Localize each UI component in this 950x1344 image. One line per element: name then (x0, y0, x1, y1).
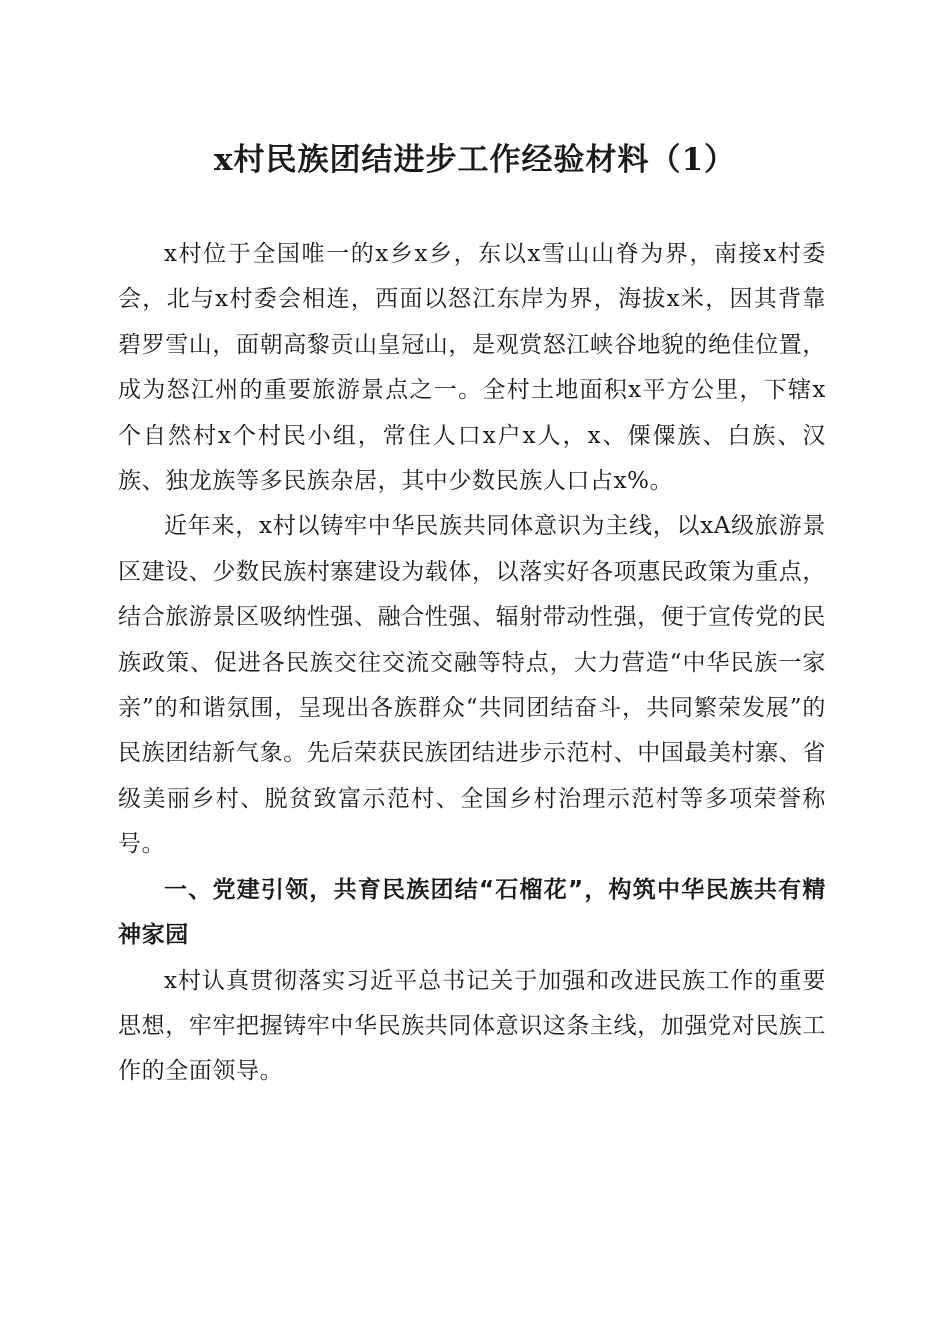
section-paragraph: x村认真贯彻落实习近平总书记关于加强和改进民族工作的重要思想，牢牢把握铸牢中华民族共同体意识这条主线，加强党对民族工作的全面领导。 (118, 967, 826, 1085)
paragraph-achievements: 近年来，x村以铸牢中华民族共同体意识为主线，以xA级旅游景区建设、少数民族村寨建设为载体，以落实好各项惠民政策为重点，结合旅游景区吸纳性强、融合性强、辐射带动性强，便于宣传党的民族政策、促进各民族交往交流交融等特点，大力营造“中华民族一家亲”的和谐氛围，呈现出各族群众“共同团结奋斗，共同繁荣发展”的民族团结新气象。先后荣获民族团结进步示范村、中国最美村寨、省级美丽乡村、脱贫致富示范村、全国乡村治理示范村等多项荣誉称号。 (118, 513, 826, 858)
document-title: x村民族团结进步工作经验材料（1） (213, 142, 737, 178)
paragraph-intro: x村位于全国唯一的x乡x乡，东以x雪山山脊为界，南接x村委会，北与x村委会相连，西面以怒江东岸为界，海拔x米，因其背靠碧罗雪山，面朝高黎贡山皇冠山，是观赏怒江峡谷地貌的绝佳位置，成为怒江州的重要旅游景点之一。全村土地面积x平方公里，下辖x个自然村x个村民小组，常住人口x户x人，x、傈僳族、白族、汉族、独龙族等多民族杂居，其中少数民族人口占x%。 (118, 241, 826, 495)
document-body (118, 232, 826, 1095)
section-heading: 一、党建引领，共育民族团结“石榴花”，构筑中华民族共有精神家园 (118, 876, 826, 949)
